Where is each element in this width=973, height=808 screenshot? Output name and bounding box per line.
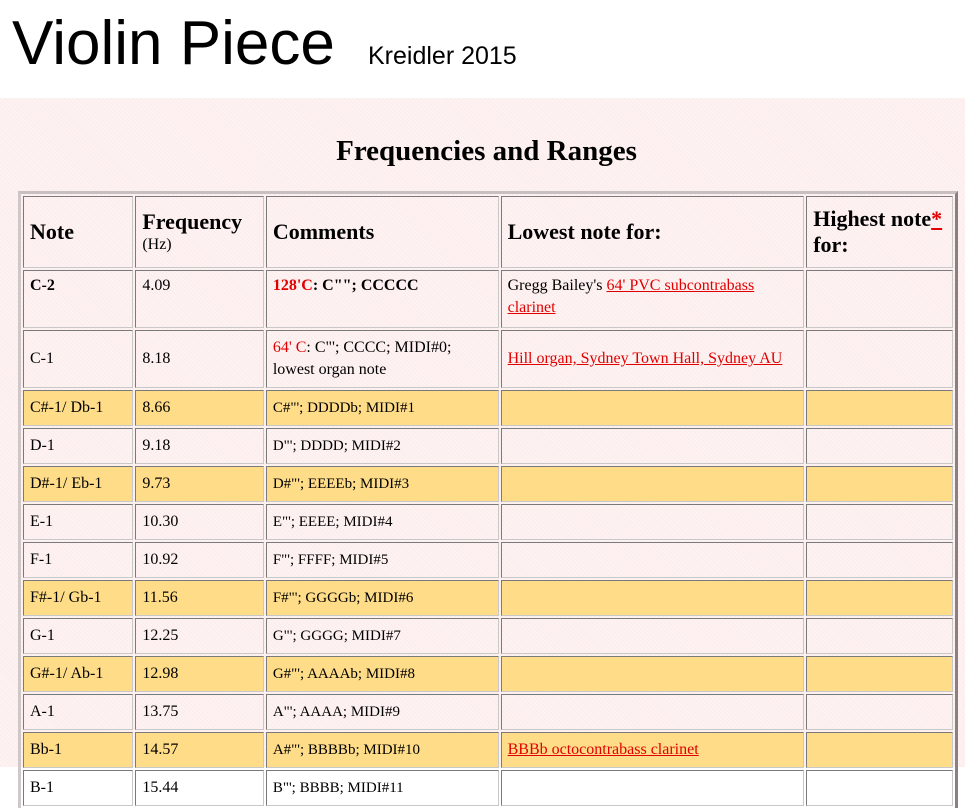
cell-highest — [806, 504, 953, 540]
cell-note: A-1 — [23, 694, 133, 730]
cell-lowest — [501, 618, 805, 654]
cell-frequency: 9.73 — [135, 466, 264, 502]
cell-lowest — [501, 542, 805, 578]
cell-frequency: 9.18 — [135, 428, 264, 464]
cell-lowest — [501, 428, 805, 464]
cell-frequency: 10.92 — [135, 542, 264, 578]
cell-comment — [266, 270, 499, 328]
lowest-prefix: Gregg Bailey's — [507, 277, 607, 294]
lowest-link[interactable]: Hill organ, Sydney Town Hall, Sydney AU — [507, 350, 783, 367]
lowest-link[interactable]: BBBb octocontrabass clarinet — [507, 741, 699, 758]
header-highest-label: Highest note — [813, 206, 932, 231]
cell-note: C-2 — [23, 270, 133, 328]
cell-highest — [806, 390, 953, 426]
cell-note: F#-1/ Gb-1 — [23, 580, 133, 616]
cell-comment: C#"'; DDDDb; MIDI#1 — [266, 390, 499, 426]
cell-highest — [806, 428, 953, 464]
header-highest — [806, 196, 953, 268]
cell-note: Bb-1 — [23, 732, 133, 768]
cell-frequency: 12.25 — [135, 618, 264, 654]
header-frequency-unit: (Hz) — [142, 236, 172, 253]
cell-highest — [806, 270, 953, 328]
table-row — [23, 270, 953, 328]
header-frequency-label: Frequency — [142, 209, 243, 234]
table-row — [23, 732, 953, 768]
cell-comment: D"'; DDDD; MIDI#2 — [266, 428, 499, 464]
cell-note: D-1 — [23, 428, 133, 464]
cell-comment: F#"'; GGGGb; MIDI#6 — [266, 580, 499, 616]
cell-frequency: 12.98 — [135, 656, 264, 692]
cell-note: G-1 — [23, 618, 133, 654]
cell-comment: B"'; BBBB; MIDI#11 — [266, 770, 499, 806]
cell-note: C#-1/ Db-1 — [23, 390, 133, 426]
cell-frequency: 8.18 — [135, 330, 264, 388]
header-note: Note — [23, 196, 133, 268]
cell-note: B-1 — [23, 770, 133, 806]
table-header-row — [23, 196, 953, 268]
comment-highlight: 128'C — [272, 277, 313, 294]
cell-note: C-1 — [23, 330, 133, 388]
cell-frequency: 10.30 — [135, 504, 264, 540]
cell-lowest — [501, 504, 805, 540]
cell-frequency: 11.56 — [135, 580, 264, 616]
page-title: Violin Piece — [12, 9, 335, 78]
cell-comment: A"'; AAAA; MIDI#9 — [266, 694, 499, 730]
table-row — [23, 542, 953, 578]
frequency-table — [21, 194, 955, 808]
section-heading: Frequencies and Ranges — [336, 135, 637, 167]
table-row — [23, 428, 953, 464]
cell-frequency: 14.57 — [135, 732, 264, 768]
cell-lowest — [501, 656, 805, 692]
cell-lowest — [501, 270, 805, 328]
cell-comment — [266, 330, 499, 388]
content-area — [0, 98, 965, 796]
table-row — [23, 694, 953, 730]
frequency-table-frame — [18, 191, 958, 808]
cell-highest — [806, 542, 953, 578]
cell-comment: G"'; GGGG; MIDI#7 — [266, 618, 499, 654]
page-subtitle: Kreidler 2015 — [368, 42, 517, 70]
cell-note: E-1 — [23, 504, 133, 540]
lowest-link[interactable]: 64' PVC subcontrabass clarinet — [507, 277, 755, 316]
table-row — [23, 390, 953, 426]
cell-highest — [806, 580, 953, 616]
comment-link[interactable]: 64' C — [272, 339, 307, 356]
table-row — [23, 504, 953, 540]
cell-highest — [806, 694, 953, 730]
cell-highest — [806, 618, 953, 654]
cell-comment: F"'; FFFF; MIDI#5 — [266, 542, 499, 578]
cell-frequency: 4.09 — [135, 270, 264, 328]
cell-highest — [806, 330, 953, 388]
cell-lowest — [501, 330, 805, 388]
cell-comment: G#"'; AAAAb; MIDI#8 — [266, 656, 499, 692]
cell-highest — [806, 656, 953, 692]
cell-note: F-1 — [23, 542, 133, 578]
cell-highest — [806, 466, 953, 502]
comment-text: : C""; CCCCC — [312, 277, 419, 294]
page-header — [0, 0, 965, 98]
table-row — [23, 656, 953, 692]
table-row — [23, 580, 953, 616]
cell-frequency: 13.75 — [135, 694, 264, 730]
cell-highest — [806, 732, 953, 768]
cell-comment: D#"'; EEEEb; MIDI#3 — [266, 466, 499, 502]
header-highest-suffix: for: — [813, 232, 849, 257]
table-row — [23, 770, 953, 806]
table-row — [23, 330, 953, 388]
footnote-star-link[interactable]: * — [931, 206, 943, 231]
comment-text: : C"'; CCCC; MIDI#0; lowest organ note — [272, 339, 452, 378]
header-comments: Comments — [266, 196, 499, 268]
cell-frequency: 15.44 — [135, 770, 264, 806]
cell-highest — [806, 770, 953, 806]
table-row — [23, 466, 953, 502]
cell-note: G#-1/ Ab-1 — [23, 656, 133, 692]
cell-lowest — [501, 466, 805, 502]
cell-note: D#-1/ Eb-1 — [23, 466, 133, 502]
header-lowest: Lowest note for: — [501, 196, 805, 268]
header-frequency — [135, 196, 264, 268]
table-row — [23, 618, 953, 654]
cell-lowest — [501, 770, 805, 806]
cell-lowest — [501, 732, 805, 768]
cell-comment: E"'; EEEE; MIDI#4 — [266, 504, 499, 540]
cell-frequency: 8.66 — [135, 390, 264, 426]
cell-comment: A#"'; BBBBb; MIDI#10 — [266, 732, 499, 768]
cell-lowest — [501, 694, 805, 730]
cell-lowest — [501, 390, 805, 426]
cell-lowest — [501, 580, 805, 616]
